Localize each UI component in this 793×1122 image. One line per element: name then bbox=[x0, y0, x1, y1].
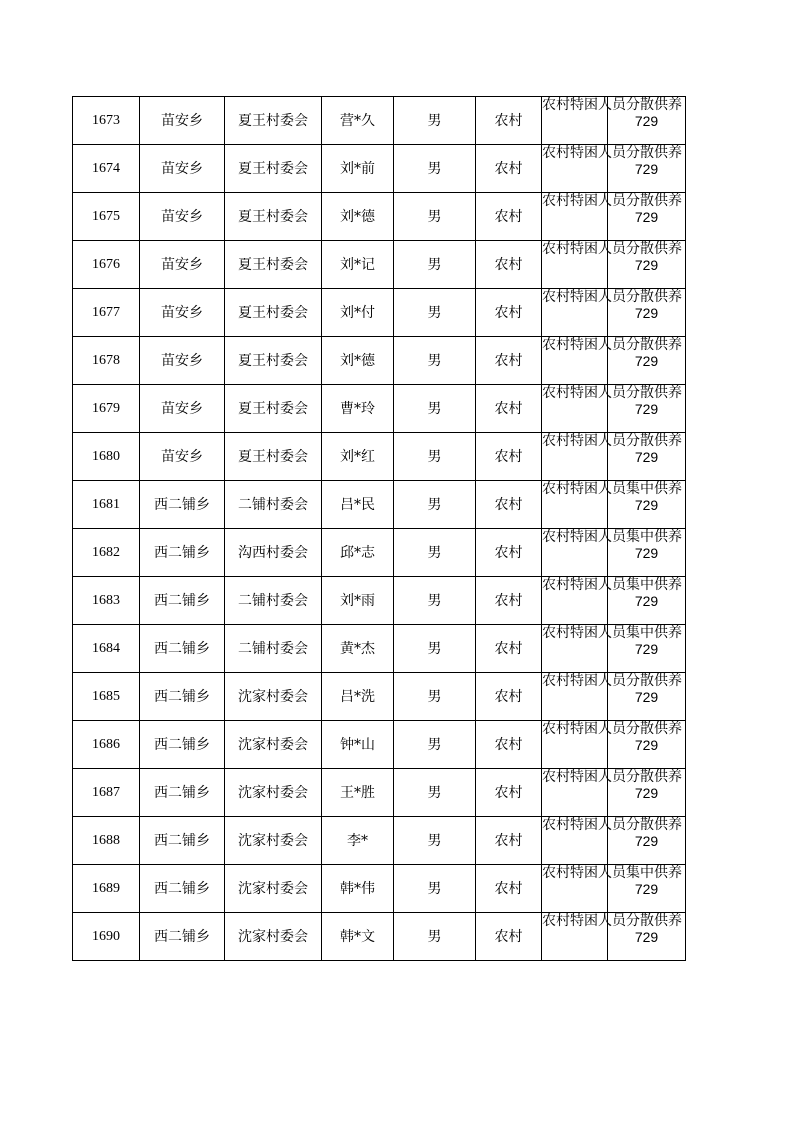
table-row bbox=[73, 865, 686, 913]
cell-person-name: 刘*记 bbox=[322, 241, 394, 289]
cell-amount: 729 bbox=[608, 817, 686, 865]
cell-area-type: 农村 bbox=[476, 913, 542, 961]
support-category-text: 农村特困人员分散供养 bbox=[542, 721, 682, 737]
cell-amount: 729 bbox=[608, 865, 686, 913]
cell-township: 苗安乡 bbox=[140, 145, 225, 193]
cell-serial-number: 1679 bbox=[73, 385, 140, 433]
cell-amount: 729 bbox=[608, 289, 686, 337]
cell-amount: 729 bbox=[608, 193, 686, 241]
cell-person-name: 邱*志 bbox=[322, 529, 394, 577]
cell-gender: 男 bbox=[394, 817, 476, 865]
support-category-text: 农村特困人员分散供养 bbox=[542, 673, 682, 689]
cell-township: 西二铺乡 bbox=[140, 865, 225, 913]
cell-township: 西二铺乡 bbox=[140, 529, 225, 577]
support-category-text: 农村特困人员集中供养 bbox=[542, 529, 682, 545]
cell-village-committee: 二铺村委会 bbox=[225, 577, 322, 625]
cell-serial-number: 1689 bbox=[73, 865, 140, 913]
cell-person-name: 曹*玲 bbox=[322, 385, 394, 433]
cell-gender: 男 bbox=[394, 145, 476, 193]
cell-person-name: 吕*洗 bbox=[322, 673, 394, 721]
cell-area-type: 农村 bbox=[476, 385, 542, 433]
cell-amount: 729 bbox=[608, 481, 686, 529]
cell-area-type: 农村 bbox=[476, 721, 542, 769]
cell-amount: 729 bbox=[608, 769, 686, 817]
cell-gender: 男 bbox=[394, 289, 476, 337]
table-row bbox=[73, 721, 686, 769]
cell-township: 西二铺乡 bbox=[140, 817, 225, 865]
table-row bbox=[73, 145, 686, 193]
cell-area-type: 农村 bbox=[476, 337, 542, 385]
cell-amount: 729 bbox=[608, 721, 686, 769]
cell-gender: 男 bbox=[394, 769, 476, 817]
cell-person-name: 刘*雨 bbox=[322, 577, 394, 625]
table-row bbox=[73, 673, 686, 721]
cell-village-committee: 夏王村委会 bbox=[225, 433, 322, 481]
support-category-text: 农村特困人员分散供养 bbox=[542, 433, 682, 449]
cell-amount: 729 bbox=[608, 577, 686, 625]
support-category-text: 农村特困人员分散供养 bbox=[542, 97, 682, 113]
cell-person-name: 刘*德 bbox=[322, 337, 394, 385]
cell-person-name: 刘*前 bbox=[322, 145, 394, 193]
cell-gender: 男 bbox=[394, 913, 476, 961]
cell-serial-number: 1682 bbox=[73, 529, 140, 577]
cell-township: 苗安乡 bbox=[140, 289, 225, 337]
cell-area-type: 农村 bbox=[476, 769, 542, 817]
cell-township: 苗安乡 bbox=[140, 97, 225, 145]
cell-village-committee: 沈家村委会 bbox=[225, 769, 322, 817]
cell-village-committee: 夏王村委会 bbox=[225, 337, 322, 385]
cell-amount: 729 bbox=[608, 913, 686, 961]
table-row bbox=[73, 241, 686, 289]
cell-village-committee: 夏王村委会 bbox=[225, 289, 322, 337]
cell-gender: 男 bbox=[394, 865, 476, 913]
cell-serial-number: 1681 bbox=[73, 481, 140, 529]
table-row bbox=[73, 529, 686, 577]
cell-serial-number: 1684 bbox=[73, 625, 140, 673]
cell-person-name: 韩*文 bbox=[322, 913, 394, 961]
cell-gender: 男 bbox=[394, 577, 476, 625]
cell-amount: 729 bbox=[608, 433, 686, 481]
cell-gender: 男 bbox=[394, 625, 476, 673]
table-row bbox=[73, 625, 686, 673]
cell-township: 西二铺乡 bbox=[140, 769, 225, 817]
cell-person-name: 黄*杰 bbox=[322, 625, 394, 673]
support-category-text: 农村特困人员分散供养 bbox=[542, 913, 682, 929]
support-category-text: 农村特困人员集中供养 bbox=[542, 865, 682, 881]
cell-person-name: 王*胜 bbox=[322, 769, 394, 817]
cell-amount: 729 bbox=[608, 529, 686, 577]
cell-serial-number: 1683 bbox=[73, 577, 140, 625]
cell-person-name: 韩*伟 bbox=[322, 865, 394, 913]
cell-area-type: 农村 bbox=[476, 289, 542, 337]
cell-village-committee: 二铺村委会 bbox=[225, 625, 322, 673]
cell-township: 西二铺乡 bbox=[140, 481, 225, 529]
cell-area-type: 农村 bbox=[476, 673, 542, 721]
cell-village-committee: 夏王村委会 bbox=[225, 193, 322, 241]
cell-amount: 729 bbox=[608, 241, 686, 289]
cell-village-committee: 沈家村委会 bbox=[225, 673, 322, 721]
cell-township: 苗安乡 bbox=[140, 241, 225, 289]
cell-township: 苗安乡 bbox=[140, 337, 225, 385]
cell-serial-number: 1678 bbox=[73, 337, 140, 385]
cell-amount: 729 bbox=[608, 145, 686, 193]
table-row bbox=[73, 337, 686, 385]
cell-gender: 男 bbox=[394, 673, 476, 721]
table-body bbox=[73, 97, 686, 961]
cell-area-type: 农村 bbox=[476, 625, 542, 673]
support-category-text: 农村特困人员分散供养 bbox=[542, 817, 682, 833]
cell-area-type: 农村 bbox=[476, 97, 542, 145]
cell-serial-number: 1675 bbox=[73, 193, 140, 241]
cell-serial-number: 1676 bbox=[73, 241, 140, 289]
cell-amount: 729 bbox=[608, 673, 686, 721]
cell-area-type: 农村 bbox=[476, 241, 542, 289]
cell-township: 苗安乡 bbox=[140, 193, 225, 241]
cell-amount: 729 bbox=[608, 385, 686, 433]
cell-gender: 男 bbox=[394, 193, 476, 241]
table-row bbox=[73, 481, 686, 529]
table-row bbox=[73, 817, 686, 865]
table-row bbox=[73, 577, 686, 625]
cell-amount: 729 bbox=[608, 625, 686, 673]
cell-area-type: 农村 bbox=[476, 865, 542, 913]
support-category-text: 农村特困人员分散供养 bbox=[542, 385, 682, 401]
recipient-table bbox=[72, 96, 686, 961]
cell-serial-number: 1674 bbox=[73, 145, 140, 193]
table-row bbox=[73, 97, 686, 145]
support-category-text: 农村特困人员集中供养 bbox=[542, 577, 682, 593]
cell-serial-number: 1688 bbox=[73, 817, 140, 865]
table-row bbox=[73, 433, 686, 481]
cell-township: 西二铺乡 bbox=[140, 913, 225, 961]
cell-township: 苗安乡 bbox=[140, 385, 225, 433]
support-category-text: 农村特困人员集中供养 bbox=[542, 625, 682, 641]
cell-amount: 729 bbox=[608, 337, 686, 385]
cell-gender: 男 bbox=[394, 337, 476, 385]
cell-gender: 男 bbox=[394, 529, 476, 577]
table-row bbox=[73, 913, 686, 961]
support-category-text: 农村特困人员分散供养 bbox=[542, 769, 682, 785]
cell-person-name: 刘*付 bbox=[322, 289, 394, 337]
cell-gender: 男 bbox=[394, 433, 476, 481]
cell-serial-number: 1686 bbox=[73, 721, 140, 769]
cell-gender: 男 bbox=[394, 721, 476, 769]
cell-serial-number: 1680 bbox=[73, 433, 140, 481]
cell-gender: 男 bbox=[394, 241, 476, 289]
cell-village-committee: 沟西村委会 bbox=[225, 529, 322, 577]
cell-village-committee: 二铺村委会 bbox=[225, 481, 322, 529]
cell-gender: 男 bbox=[394, 385, 476, 433]
cell-serial-number: 1673 bbox=[73, 97, 140, 145]
cell-serial-number: 1687 bbox=[73, 769, 140, 817]
support-category-text: 农村特困人员分散供养 bbox=[542, 241, 682, 257]
cell-person-name: 营*久 bbox=[322, 97, 394, 145]
table-row bbox=[73, 769, 686, 817]
cell-area-type: 农村 bbox=[476, 193, 542, 241]
table-row bbox=[73, 289, 686, 337]
cell-village-committee: 沈家村委会 bbox=[225, 817, 322, 865]
support-category-text: 农村特困人员分散供养 bbox=[542, 193, 682, 209]
cell-gender: 男 bbox=[394, 97, 476, 145]
cell-area-type: 农村 bbox=[476, 433, 542, 481]
cell-township: 西二铺乡 bbox=[140, 721, 225, 769]
cell-area-type: 农村 bbox=[476, 817, 542, 865]
cell-amount: 729 bbox=[608, 97, 686, 145]
support-category-text: 农村特困人员分散供养 bbox=[542, 337, 682, 353]
cell-village-committee: 夏王村委会 bbox=[225, 97, 322, 145]
cell-area-type: 农村 bbox=[476, 577, 542, 625]
cell-area-type: 农村 bbox=[476, 529, 542, 577]
cell-township: 西二铺乡 bbox=[140, 625, 225, 673]
table-row bbox=[73, 193, 686, 241]
cell-township: 西二铺乡 bbox=[140, 673, 225, 721]
cell-person-name: 吕*民 bbox=[322, 481, 394, 529]
cell-village-committee: 沈家村委会 bbox=[225, 913, 322, 961]
cell-area-type: 农村 bbox=[476, 145, 542, 193]
cell-village-committee: 夏王村委会 bbox=[225, 385, 322, 433]
cell-gender: 男 bbox=[394, 481, 476, 529]
cell-person-name: 刘*红 bbox=[322, 433, 394, 481]
cell-person-name: 刘*德 bbox=[322, 193, 394, 241]
support-category-text: 农村特困人员分散供养 bbox=[542, 289, 682, 305]
cell-village-committee: 夏王村委会 bbox=[225, 145, 322, 193]
cell-serial-number: 1677 bbox=[73, 289, 140, 337]
cell-township: 苗安乡 bbox=[140, 433, 225, 481]
support-category-text: 农村特困人员分散供养 bbox=[542, 145, 682, 161]
cell-area-type: 农村 bbox=[476, 481, 542, 529]
cell-village-committee: 沈家村委会 bbox=[225, 721, 322, 769]
cell-person-name: 李* bbox=[322, 817, 394, 865]
cell-village-committee: 沈家村委会 bbox=[225, 865, 322, 913]
table-row bbox=[73, 385, 686, 433]
support-category-text: 农村特困人员集中供养 bbox=[542, 481, 682, 497]
cell-village-committee: 夏王村委会 bbox=[225, 241, 322, 289]
cell-person-name: 钟*山 bbox=[322, 721, 394, 769]
cell-township: 西二铺乡 bbox=[140, 577, 225, 625]
cell-serial-number: 1685 bbox=[73, 673, 140, 721]
cell-serial-number: 1690 bbox=[73, 913, 140, 961]
